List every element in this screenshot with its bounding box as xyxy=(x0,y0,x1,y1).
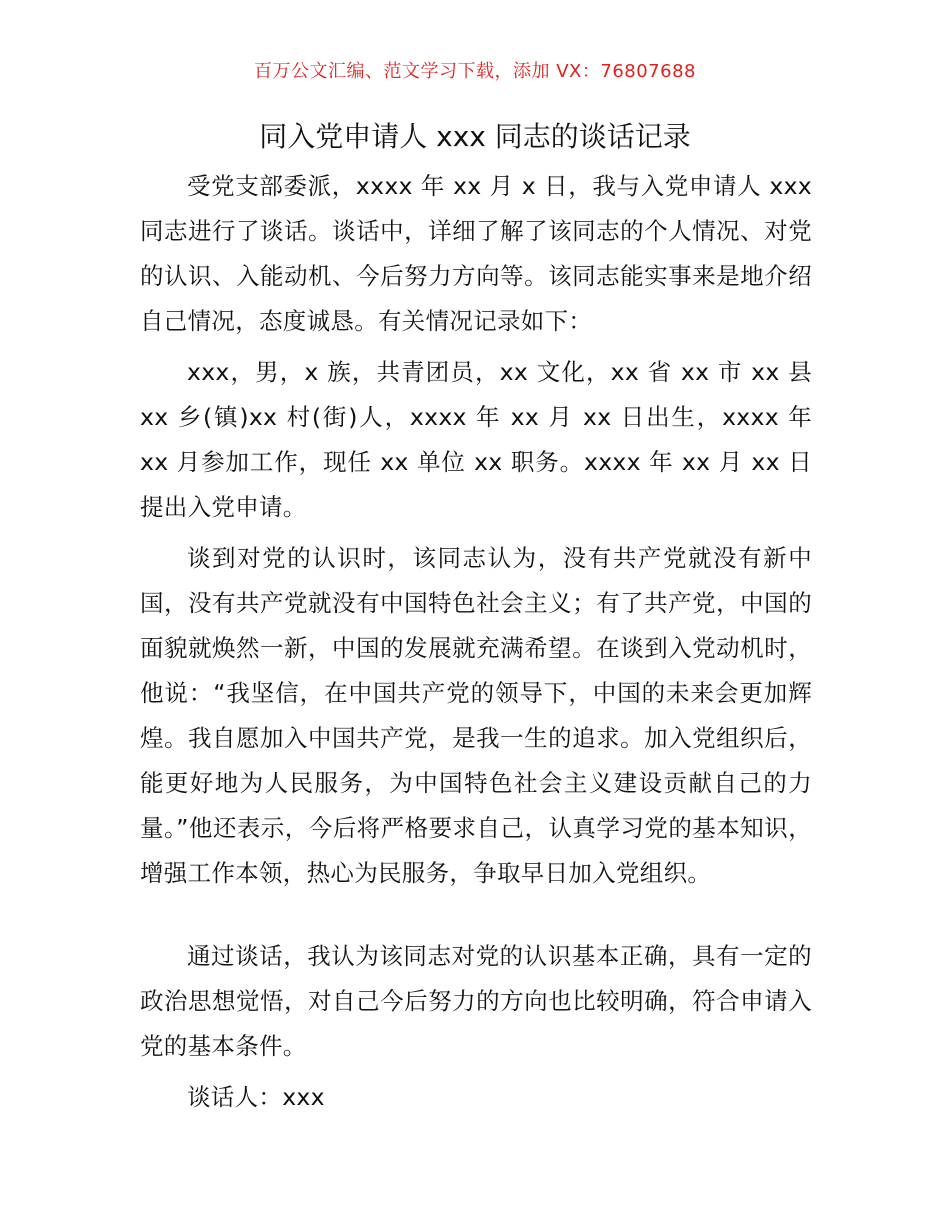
interviewer-signature: 谈话人：xxx xyxy=(187,1083,325,1111)
paragraph-intro: 受党支部委派，xxxx 年 xx 月 x 日，我与入党申请人 xxx 同志进行了谈话。谈话中，详细了解了该同志的个人情况、对党的认识、入能动机、今后努力方向等。该同志能实事来是地介绍自己情况，态度诚恳。有关情况记录如下： xyxy=(140,172,812,335)
document-title: 同入党申请人 xxx 同志的谈话记录 xyxy=(259,120,691,153)
paragraph-conclusion: 通过谈话，我认为该同志对党的认识基本正确，具有一定的政治思想觉悟，对自己今后努力的方向也比较明确，符合申请入党的基本条件。 xyxy=(140,942,812,1060)
download-banner: 百万公文汇编、范文学习下载，添加 VX：76807688 xyxy=(254,61,696,82)
paragraph-understanding: 谈到对党的认识时，该同志认为，没有共产党就没有新中国，没有共产党就没有中国特色社会主义；有了共产党，中国的面貌就焕然一新，中国的发展就充满希望。在谈到入党动机时，他说：“我坚信，在中国共产党的领导下，中国的未来会更加辉煌。我自愿加入中国共产党，是我一生的追求。加入党组织后，能更好地为人民服务，为中国特色社会主义建设贡献自己的力量。”他还表示，今后将严格要求自己，认真学习党的基本知识，增强工作本领，热心为民服务，争取早日加入党组织。 xyxy=(140,544,812,887)
paragraph-personal-info: xxx，男，x 族，共青团员，xx 文化，xx 省 xx 市 xx 县 xx 乡(镇)xx 村(街)人，xxxx 年 xx 月 xx 日出生，xxxx 年 xx 月参加工作，现任 xx 单位 xx 职务。xxxx 年 xx 月 xx 日提出入党申请。 xyxy=(140,358,812,521)
document-body xyxy=(140,164,812,1126)
